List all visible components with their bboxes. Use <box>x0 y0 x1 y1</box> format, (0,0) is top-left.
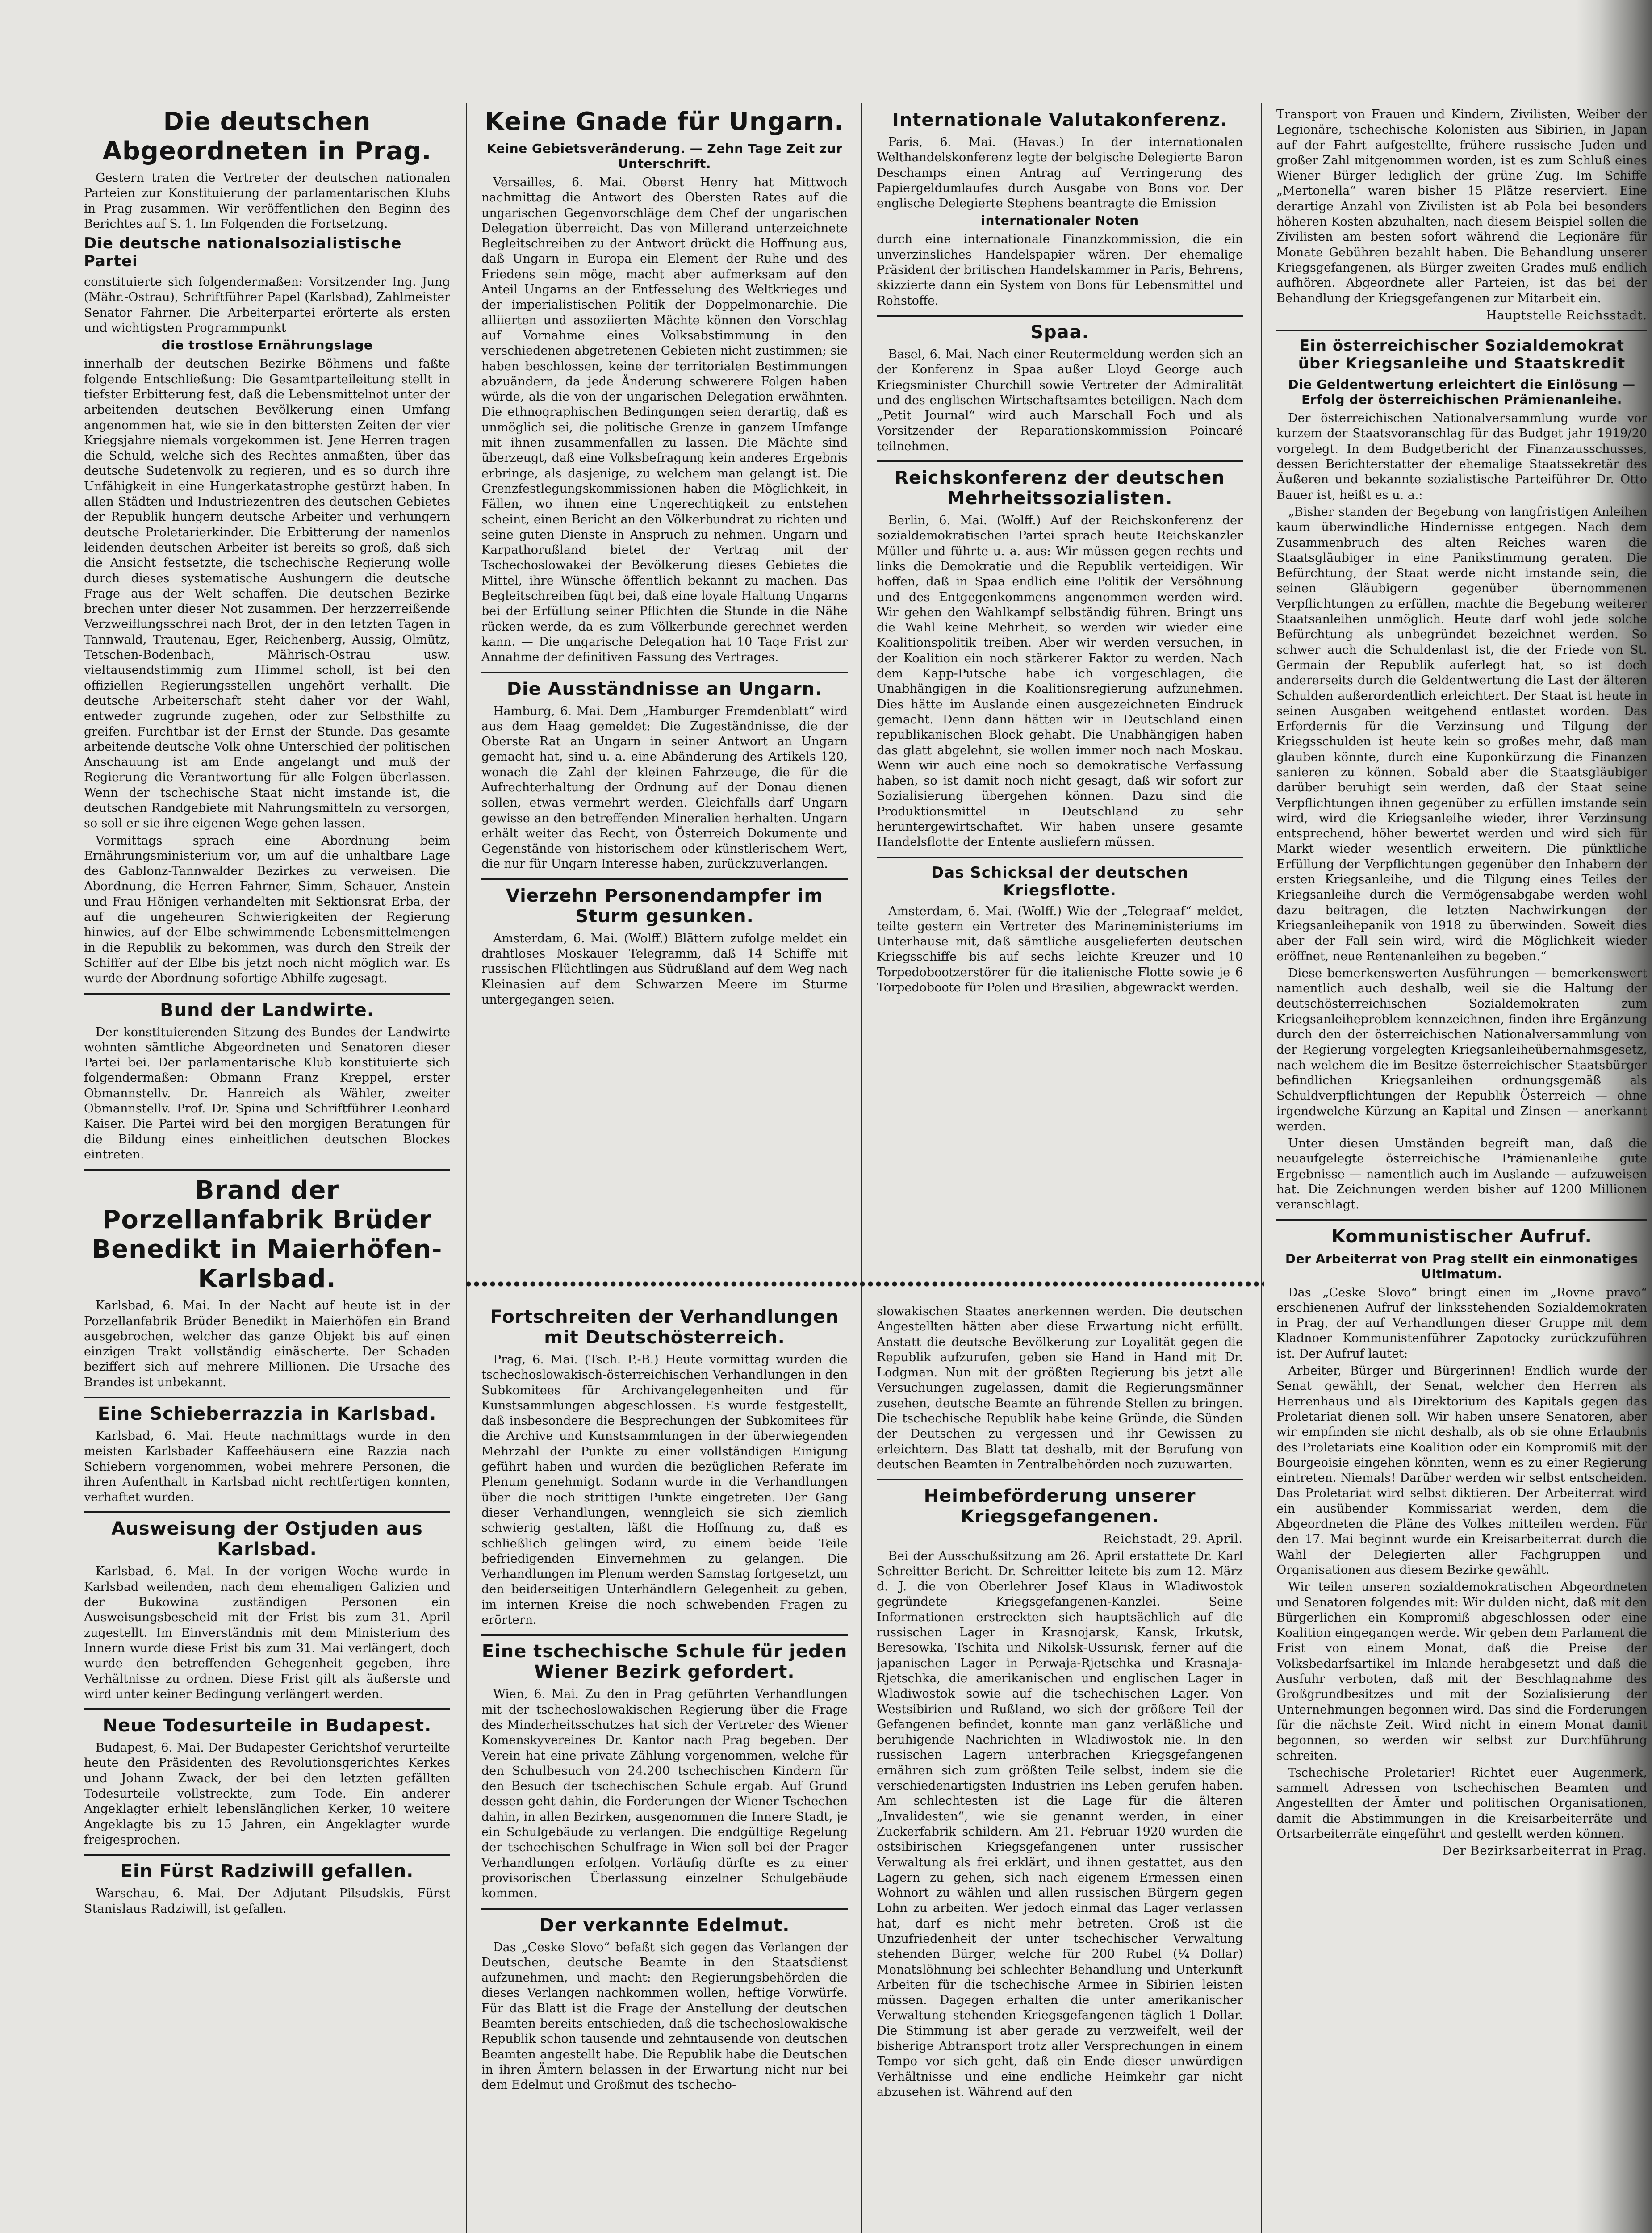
subheadline: Die deutsche nationalsozialistische Partei <box>84 234 402 271</box>
paragraph: „Bisher standen der Begebung von langfristigen Anleihen kaum überwindliche Hindernisse entgegen. Nach dem Zusammenbruch des alten Reiches waren die Staatsgläubiger in eine Panikstimmung geraten. Die Befürchtung, der Staat werde nicht imstande sein, die seinen Gläubigern gegenüber übernommenen Verpflichtungen zu erfüllen, machte die Begebung weiterer Staatsanleihen unmöglich. Heute darf wohl jede solche Befürchtung als unbegründet bezeichnet werden. So schwer auch die Schuldenlast ist, die der Friede von St. Germain der Republik auferlegt hat, so ist doch andererseits durch die Geldentwertung die Last der älteren Schulden außerordentlich erleichtert. Der Staat ist heute in seinen Ausgaben weitgehend entlastet worden. Das Erfordernis für die Verzinsung und Tilgung der Kriegsschulden ist heute kein so großes mehr, daß man glauben könnte, durch eine Kuponkürzung die Finanzen sanieren zu können. Sobald aber die Staatsgläubiger darüber beruhigt sein werden, daß der Staat seine Verpflichtungen ihnen gegenüber zu erfüllen imstande sein wird, wird die Kriegsanleihe wieder, ihrer Verzinsung entsprechend, höher bewertet werden und wird sich für Markt wieder wesentlich erweitern. Die pünktliche Erfüllung der Verpflichtungen gegenüber den Inhabern der ersten Kriegsanleihe, und die Tilgung eines Teiles der Kriegsanleihe durch die Vermögensabgabe werden wohl dazu beitragen, die letzten Nachwirkungen der Kriegsanleihepanik von 1918 zu überwinden. Soweit dies aber der Fall sein wird, wird die Möglichkeit wieder eröffnet, neue Rentenanleihen zu begeben.“ <box>1276 505 1647 963</box>
headline: Die Ausständnisse an Ungarn. <box>506 678 823 699</box>
paragraph: Wien, 6. Mai. Zu den in Prag geführten Verhandlungen mit der tschechoslowakischen Regierung über die Frage des Minderheitsschutzes hat sich der Vertreter des Wiener Komenskyvereines Dr. Kantor nach Prag begeben. Der Verein hat eine private Zählung vorgenommen, welche für den Schulbesuch von 24.200 tschechischen Kindern für den Besuch der tschechischen Schule ergab. Auf Grund dessen geht dahin, die Forderungen der Wiener Tschechen dahin, in allen Bezirken, ausgenommen die Innere Stadt, je ein Schulgebäude zu verlangen. Die endgültige Regelung der tschechischen Schulfrage in Wien soll bei der Prager Verhandlungen erfolgen. Vorläufig dürfte es zu einer provisorischen Überlassung einzelner Schulgebäude kommen. <box>481 1687 848 1901</box>
paragraph: slowakischen Staates anerkennen werden. Die deutschen Angestellten hätten aber diese Erwartung nicht erfüllt. Anstatt die deutsche Bevölkerung zur Loyalität gegen die Republik aufzurufen, geben sie Hand in Hand mit Dr. Lodgman. Nun mit der größten Regierung bis jetzt alle Versuchungen zugelassen, damit die Regierungsmänner zusehen, deutsche Beamte an führende Stellen zu bringen. Die tschechische Republik habe keine Gründe, die Sünden der Deutschen zu vergessen und ihr Gewissen zu erleichtern. Das Blatt tat deshalb, mit der Berufung von deutschen Beamten in Zentralbehörden noch zuzuwarten. <box>877 1305 1243 1472</box>
column-3 <box>877 107 1243 1271</box>
headline: Eine tschechische Schule für jeden Wiener Bezirk gefordert. <box>481 1641 848 1683</box>
headline: Fortschreiten der Verhandlungen mit Deutschösterreich. <box>490 1307 839 1348</box>
paragraph: innerhalb der deutschen Bezirke Böhmens und faßte folgende Entschließung: Die Gesamtparteileitung stellt in tiefster Erbitterung fest, daß die Lebensmittelnot unter der arbeitenden deutschen Bevölkerung einen Umfang angenommen hat, wie sie in den bittersten Zeiten der vier Kriegsjahre niemals vorgekommen ist. Jene Herren tragen die Schuld, welche sich des Rechtes anmaßten, über das deutsche Sudetenvolk zu regieren, und es so durch ihre Unfähigkeit in eine Hungerkatastrophe gestürzt haben. In allen Städten und Industriezentren des deutschen Gebietes der Republik hungern deutsche Arbeiter und verhungern deutsche Proletarierkinder. Die Erbitterung der namenlos leidenden deutschen Arbeiter ist bereits so groß, daß sich die Ansicht festsetzte, die tschechische Regierung wolle durch dieses systematische Aushungern die deutsche Frage aus der Welt schaffen. Die deutschen Bezirke brechen unter dieser Not zusammen. Der herzzerreißende Verzweiflungsschrei nach Brot, der in den letzten Tagen in Tannwald, Trautenau, Eger, Reichenberg, Aussig, Olmütz, Tetschen-Bodenbach, Mährisch-Ostrau usw. vieltausendstimmig zum Himmel scholl, ist bei den offiziellen Regierungsstellen ungehört verhallt. Die deutsche Arbeiterschaft steht daher vor der Wahl, entweder zugrunde zugehen, oder zur Selbsthilfe zu greifen. Furchtbar ist der Ernst der Stunde. Das gesamte arbeitende deutsche Volk ohne Unterschied der politischen Anschauung ist am Ende angelangt und muß der Regierung die Verantwortung für alle Folgen überlassen. Wenn der tschechische Staat nicht imstande ist, die deutschen Randgebiete mit Nahrungsmitteln zu versorgen, so soll er sie ihre eigenen Wege gehen lassen. <box>84 357 450 831</box>
divider <box>84 993 450 995</box>
headline: Vierzehn Personendampfer im Sturm gesunken. <box>506 885 824 927</box>
paragraph: Gestern traten die Vertreter der deutschen nationalen Parteien zur Konstituierung der parlamentarischen Klubs in Prag zusammen. Wir veröffentlichen den Beginn des Berichtes auf S. 1. Im Folgenden die Fortsetzung. <box>84 171 450 231</box>
headline: Reichskonferenz der deutschen Mehrheitssozialisten. <box>895 468 1225 509</box>
column-2-lower <box>481 1304 848 2233</box>
paragraph: Unter diesen Umständen begreift man, daß die neuaufgelegte österreichische Prämienanleihe gute Ergebnisse — namentlich auch im Auslande — aufzuweisen hat. Die Zeichnungen werden bisher auf 1200 Millionen veranschlagt. <box>1276 1137 1647 1212</box>
divider <box>481 878 848 880</box>
column-divider <box>861 103 862 2233</box>
paragraph: Wir teilen unseren sozialdemokratischen Abgeordneten und Senatoren folgendes mit: Wir dulden nicht, daß mit den Bürgerlichen ein Kompromiß abgeschlossen oder eine Koalition eingegangen werde. Wir geben dem Parlament die Frist von einem Monat, daß die Preise der Volksbedarfsartikel im Inlande herabgesetzt und daß die Ausfuhr verboten, daß mit der Beschlagnahme des Großgrundbesitzes und mit der Sozialisierung der Unternehmungen begonnen wird. Das sind die Forderungen für die nächste Zeit. Wird nicht in einem Monat damit begonnen, so werden wir selbst zur Durchführung schreiten. <box>1276 1580 1647 1763</box>
headline: Der verkannte Edelmut. <box>539 1915 790 1936</box>
divider <box>481 1908 848 1910</box>
paragraph: constituierte sich folgendermaßen: Vorsitzender Ing. Jung (Mähr.-Ostrau), Schriftführer Papel (Karlsbad), Zahlmeister Senator Fahrner. Die Arbeiterpartei erörterte als ersten und wichtigsten Programmpunkt <box>84 275 450 335</box>
paragraph: Versailles, 6. Mai. Oberst Henry hat Mittwoch nachmittag die Antwort des Obersten Rates auf die ungarischen Gegenvorschläge dem Chef der ungarischen Delegation überreicht. Das von Millerand unterzeichnete Begleitschreiben zu der Antwort drückt die Hoffnung aus, daß Ungarn in Europa ein Element der Ruhe und des Friedens sein möge, macht aber aufmerksam auf den Anteil Ungarns an der Entfesselung des Weltkrieges und der imperialistischen Politik der Doppelmonarchie. Die alliierten und assoziierten Mächte können den Vorschlag auf Vornahme eines Volksabstimmung in den verschiedenen abgetretenen Gebieten nicht zustimmen; sie haben beschlossen, keine der territorialen Bestimmungen abzuändern, da jede Änderung schwerere Folgen haben würde, als die von der ungarischen Delegation erwähnten. Die ethnographischen Bedingungen seien derartig, daß es unmöglich sei, die politische Grenze in ganzem Umfange mit ihnen zusammenfallen zu lassen. Die Mächte sind überzeugt, daß eine Volksbefragung kein anderes Ergebnis erbringe, als dasjenige, zu welchem man gelangt ist. Die Grenzfestlegungskommissionen haben die Möglichkeit, in Fällen, wo ihnen eine Ungerechtigkeit zu entstehen scheint, einen Bericht an den Völkerbundrat zu richten und seine guten Dienste in Anspruch zu nehmen. Ungarn und Karpathorußland bietet der Vertrag mit der Tschechoslowakei der Bevölkerung dieses Gebietes die Mittel, ihre Wünsche öffentlich bekannt zu machen. Das Begleitschreiben fügt bei, daß eine loyale Haltung Ungarns bei der Erfüllung seiner Pflichten die Stunde in die Nähe rücken werde, da es zum Völkerbunde gerechnet werden kann. — Die ungarische Delegation hat 10 Tage Frist zur Annahme der definitiven Fassung des Vertrages. <box>481 176 848 665</box>
paragraph: Budapest, 6. Mai. Der Budapester Gerichtshof verurteilte heute den Präsidenten des Revolutionsgerichtes Kerkes und Johann Zwack, der bei den letzten gefällten Todesurteile vollstreckte, zum Tode. Ein anderer Angeklagter erhielt lebenslänglichen Kerker, 10 weitere Angeklagte bis zu 15 Jahren, ein Angeklagter wurde freigesprochen. <box>84 1741 450 1847</box>
headline: Das Schicksal der deutschen Kriegsflotte. <box>931 863 1188 899</box>
headline: Kommunistischer Aufruf. <box>1331 1226 1592 1247</box>
headline: Ausweisung der Ostjuden aus Karlsbad. <box>111 1518 423 1560</box>
paragraph: Tschechische Proletarier! Richtet euer Augenmerk, sammelt Adressen von tschechischen Beamten und Angestellten der Ämter und politischen Organisationen, damit die Abstimmungen in die Kreisarbeiterräte und Ortsarbeiterräte eingeführt und gestellt werden können. <box>1276 1765 1647 1841</box>
paragraph: Amsterdam, 6. Mai. (Wolff.) Wie der „Telegraaf“ meldet, teilte gestern ein Vertreter des Marineministeriums im Unterhause mit, daß sämtliche ausgelieferten deutschen Kriegsschiffe bis auf sechs leichte Kreuzer und 10 Torpedobootzerstörer für die italienische Flotte sowie je 6 Torpedoboote für Polen und Brasilien, abgewrackt werden. <box>877 904 1243 995</box>
paragraph: Arbeiter, Bürger und Bürgerinnen! Endlich wurde der Senat gewählt, der Senat, welcher den Herren als Herrenhaus und als Direktorium des Kapitals gegen das Proletariat dienen soll. Wir haben unsere Senatoren, aber wir empfinden sie nicht deshalb, als ob sie ohne Erlaubnis des Proletariats eine Koalition oder ein Kompromiß mit der Bourgeoisie eingehen könnten, wenn es zu einer Regierung eintreten. Niemals! Darüber werden wir selbst entscheiden. Das Proletariat wird selbst diktieren. Der Arbeiterrat wird ein ausübender Kommissariat werden, dem die Abgeordneten die Pläne des Volkes mitteilen werden. Für den 17. Mai beginnt wurde ein Kreisarbeiterrat durch die Wahl der Delegierten aller Fachgruppen und Organisationen aus diesem Bezirke gewählt. <box>1276 1364 1647 1577</box>
paragraph: Basel, 6. Mai. Nach einer Reutermeldung werden sich an der Konferenz in Spaa außer Lloyd George auch Kriegsminister Churchill sowie Vertreter der Admiralität und des englischen Wirtschaftsamtes beteiligen. Nach dem „Petit Journal“ wird auch Marschall Foch und als Vorsitzender der Reparationskommission Poincaré teilnehmen. <box>877 347 1243 453</box>
divider <box>877 1479 1243 1480</box>
divider <box>877 315 1243 317</box>
paragraph: Karlsbad, 6. Mai. Heute nachmittags wurde in den meisten Karlsbader Kaffeehäusern eine Razzia nach Schiebern vorgenommen, wobei mehrere Personen, die ihren Aufenthalt in Karlsbad nicht rechtfertigen konnten, verhaftet wurden. <box>84 1429 450 1505</box>
divider <box>1276 330 1647 331</box>
headline: Heimbeförderung unserer Kriegsgefangenen. <box>924 1486 1196 1527</box>
divider <box>84 1708 450 1710</box>
divider <box>84 1511 450 1513</box>
column-divider <box>1261 103 1262 2233</box>
paragraph: Paris, 6. Mai. (Havas.) In der internationalen Welthandelskonferenz legte der belgische Delegierte Baron Deschamps einen Antrag auf Verringerung des Papiergeldumlaufes durch Ausgabe von Bons vor. Der englische Delegierte Stephens beantragte die Emission <box>877 135 1243 211</box>
dateline: Reichstadt, 29. April. <box>1103 1532 1243 1546</box>
divider <box>877 460 1243 462</box>
paragraph: Karlsbad, 6. Mai. In der vorigen Woche wurde in Karlsbad weilenden, nach dem ehemaligen Galizien und der Bukowina zuständigen Personen ein Ausweisungsbescheid mit der Frist bis zum 31. April zugestellt. Im Einverständnis mit dem Ministerium des Innern wurde diese Frist bis zum 31. Mai verlängert, doch wurde den betreffenden Gehegenheit gegeben, ihre Verhältnisse zu ordnen. Diese Frist gilt als äußerste und wird unter keiner Bedingung verlängert werden. <box>84 1564 450 1701</box>
paragraph: Transport von Frauen und Kindern, Zivilisten, Weiber der Legionäre, tschechische Kolonisten aus Sibirien, in Japan auf der Fahrt aufgestellte, frühere russische Juden und großer Zahl mitgenommen worden, ist es zum Schluß eines Wiener Bürger lediglich der grüne Zug. Im Schiffe „Mertonella“ waren bisher 15 Plätze reserviert. Eine derartige Anzahl von Zivilisten ist ab Pola bei besonders höheren Kosten abzuhalten, nach diesem Beispiel sollen die Zivilisten am besten sofort während die Legionäre für Monate Gebühren bezahlt haben. Die Behandlung unserer Kriegsgefangenen, als Bürger zweiten Grades muß endlich aufhören. Abgeordnete aller Parteien, ist das bei der Behandlung der Kriegsgefangenen zur Mitarbeit ein. <box>1276 108 1647 305</box>
paragraph: Bei der Ausschußsitzung am 26. April erstattete Dr. Karl Schreitter Bericht. Dr. Schreitter leitete bis zum 12. März d. J. die von Oberlehrer Josef Klaus in Wladiwostok gegründete Kriegsgefangenen-Kanzlei. Seine Informationen erstreckten sich hauptsächlich auf die russischen Lager in Krasnojarsk, Kansk, Irkutsk, Beresowka, Tschita und Nikolsk-Ussurisk, ferner auf die japanischen Lager in Perwaja-Rjetschka und Krasnaja-Rjetschka, die amerikanischen und englischen Lager in Wladiwostok sowie auf die tschechischen Lager. Von Westsibirien und Rußland, wo sich der größere Teil der Gefangenen befindet, konnte man ganz verläßliche und beruhigende Nachrichten in Wladiwostok nie. In den russischen Lagern unterbrachen Kriegsgefangenen ernähren sich zum größten Teile selbst, indem sie die verschiedenartigsten Industrien ins Leben gerufen haben. Am schlechtesten ist die Lage für die älteren „Invalidesten“, wie sie genannt werden, in einer Zuckerfabrik schildern. Am 21. Februar 1920 wurden die ostsibirischen Kriegsgefangenen unter russischer Verwaltung als frei erklärt, und ihnen gestattet, aus den Lagern zu gehen, sich nach eigenem Ermessen einen Wohnort zu wählen und allen russischen Bürgern gegen Lohn zu arbeiten. Wer jedoch einmal das Lager verlassen hat, darf es nicht mehr betreten. Groß ist die Unzufriedenheit der unter tschechischer Verwaltung stehenden Bürger, welche für 200 Rubel (¼ Dollar) Monatslöhnung bei schlechter Behandlung und Unterkunft Arbeiten für die tschechische Armee in Sibirien leisten müssen. Dagegen erhalten die unter amerikanischer Verwaltung stehenden Kriegsgefangenen täglich 1 Dollar. Die Stimmung ist aber gerade zu verzweifelt, weil der bisherige Abtransport trotz aller Versprechungen in einem Tempo vor sich geht, daß ein Ende dieser unwürdigen Verhältnisse und eine endliche Heimkehr gar nicht abzusehen ist. Während auf den <box>877 1549 1243 2099</box>
headline: Bund der Landwirte. <box>160 999 374 1020</box>
column-divider <box>466 103 467 2233</box>
headline: Ein Fürst Radziwill gefallen. <box>120 1861 414 1882</box>
headline: Die deutschen Abgeordneten in Prag. <box>102 107 432 166</box>
signature: Hauptstelle Reichsstadt. <box>1486 308 1647 322</box>
paragraph: Warschau, 6. Mai. Der Adjutant Pilsudskis, Fürst Stanislaus Radziwill, ist gefallen. <box>84 1886 450 1916</box>
paragraph: Vormittags sprach eine Abordnung beim Ernährungsministerium vor, um auf die unhaltbare Lage des Gablonz-Tannwalder Bezirkes zu verweisen. Die Abordnung, die Herren Fahrner, Simm, Schauer, Anstein und Frau Hönigen verhandelten mit Sektionsrat Erba, der auf die ungeheuren Schwierigkeiten der Regierung hinwies, auf der Elbe schwimmende Lebensmittelmengen in die Republik zu bekommen, was durch den Streik der Schiffer auf der Elbe bis jetzt noch nicht möglich war. Es wurde der Abordnung sofortige Abhilfe zugesagt. <box>84 833 450 986</box>
paragraph: Das „Ceske Slovo“ bringt einen im „Rovne pravo“ erschienenen Aufruf der linksstehenden Sozialdemokraten in Prag, der auf Verhandlungen dieser Gruppe mit dem Kladnoer Kommunistenführer Zapotocky zurückzuführen ist. Der Aufruf lautet: <box>1276 1285 1647 1361</box>
paragraph: Das „Ceske Slovo“ befaßt sich gegen das Verlangen der Deutschen, deutsche Beamte in den Staatsdienst aufzunehmen, und macht: den Regierungsbehörden die dieses Verlangen nachkommen wollen, heftige Vorwürfe. Für das Blatt ist die Frage der Anstellung der deutschen Beamten bereits entschieden, daß die tschechoslowakische Republik schon tausende und zehntausende von deutschen Beamten angestellt habe. Die Republik habe die Deutschen in ihren Ämtern belassen in der Erwartung nicht nur bei dem Edelmut und Großmut des tschecho- <box>481 1940 848 2092</box>
subheadline: Der Arbeiterrat von Prag stellt ein einmonatiges Ultimatum. <box>1285 1251 1639 1281</box>
headline: Spaa. <box>1030 322 1089 343</box>
paragraph: Berlin, 6. Mai. (Wolff.) Auf der Reichskonferenz der sozialdemokratischen Partei sprach heute Reichskanzler Müller und führte u. a. aus: Wir müssen gegen rechts und links die Demokratie und die Republik verteidigen. Wir hoffen, daß in Spaa endlich eine Politik der Versöhnung und des Entgegenkommens angenommen werden wird. Wir gehen den Wahlkampf selbständig führen. Bringt uns die Wahl keine Mehrheit, so werden wir wieder eine Koalitionspolitik treiben. Aber wir werden versuchen, in der Koalition ein noch stärkerer Faktor zu werden. Nach dem Kapp-Putsche habe ich vorgeschlagen, die Unabhängigen in die Koalitionsregierung aufzunehmen. Dies hätte im Auslande einen ausgezeichneten Eindruck gemacht. Denn dann hätten wir in Deutschland einen republikanischen Block gehabt. Die Unabhängigen haben das glatt abgelehnt, sie wollen immer noch nach Moskau. Wenn wir auch eine noch so demokratische Verfassung haben, so ist damit noch nicht gesagt, daß wir sofort zur Sozialisierung übergehen können. Dazu sind die Produktionsmittel in Deutschland zu sehr heruntergewirtschaftet. Wir haben unsere gesamte Handelsflotte der Entente ausliefern müssen. <box>877 514 1243 849</box>
paragraph: Karlsbad, 6. Mai. In der Nacht auf heute ist in der Porzellanfabrik Brüder Benedikt in Maierhöfen ein Brand ausgebrochen, welcher das ganze Objekt bis auf einen einzigen Trakt vollständig einäscherte. Der Schaden beziffert sich auf mehrere Millionen. Die Ursache des Brandes ist unbekannt. <box>84 1299 450 1389</box>
headline: Ein österreichischer Sozialdemokrat über Kriegsanleihe und Staatskredit <box>1298 337 1626 373</box>
divider <box>481 672 848 673</box>
paragraph: Der konstituierenden Sitzung des Bundes der Landwirte wohnten sämtliche Abgeordneten und Senatoren dieser Partei bei. Der parlamentarische Klub konstituierte sich folgendermaßen: Obmann Franz Kreppel, erster Obmannstellv. Dr. Hanreich als Wähler, zweiter Obmannstellv. Prof. Dr. Spina und Schriftführer Leonhard Kaiser. Die Partei wird bei den morgigen Beratungen für die Bildung eines einheitlichen deutschen Blockes eintreten. <box>84 1025 450 1162</box>
headline: Keine Gnade für Ungarn. <box>485 107 845 136</box>
column-2 <box>481 107 848 1271</box>
headline: Brand der Porzellanfabrik Brüder Benedikt in Maierhöfen-Karlsbad. <box>92 1176 443 1294</box>
subheadline: Die Geldentwertung erleichtert die Einlösung — Erfolg der österreichischen Prämienanleihe. <box>1288 377 1635 407</box>
divider <box>84 1854 450 1856</box>
paragraph: durch eine internationale Finanzkommission, die ein unverzinsliches Handelspapier wären. Der ehemalige Präsident der britischen Handelskammer in Paris, Behrens, skizzierte dann ein System von Bons für Lebensmittel und Rohstoffe. <box>877 232 1243 308</box>
divider <box>84 1397 450 1398</box>
headline: Eine Schieberrazzia in Karlsbad. <box>97 1404 437 1424</box>
divider <box>481 1634 848 1636</box>
divider <box>84 1169 450 1171</box>
dotted-section-divider <box>464 1281 1264 1287</box>
paragraph: Der österreichischen Nationalversammlung wurde vor kurzem der Staatsvoranschlag für das Budget jahr 1919/20 vorgelegt. In dem Budgetbericht der Finanzausschusses, dessen Berichterstatter der ehemalige Staatssekretär des Äußeren und bekannte sozialistische Parteiführer Dr. Otto Bauer ist, heißt es u. a.: <box>1276 411 1647 502</box>
subheadline: internationaler Noten <box>981 213 1139 228</box>
subheadline: Keine Gebietsveränderung. — Zehn Tage Zeit zur Unterschrift. <box>486 141 843 171</box>
column-1 <box>84 107 450 2233</box>
paragraph: Diese bemerkenswerten Ausführungen — bemerkenswert namentlich auch deshalb, weil sie die Haltung der deutschösterreichischen Sozialdemokraten zum Kriegsanleiheproblem kennzeichnen, finden ihre Ergänzung durch den der österreichischen Nationalversammlung von der Regierung vorgelegten Kriegsanleiheübernahmsgesetz, nach welchem die im Besitze österreichischer Staatsbürger befindlichen Kriegsanleihen ordnungsgemäß als Schuldverpflichtungen der Republik Österreich — ohne irgendwelche Kürzung an Kapital und Zinsen — anerkannt werden. <box>1276 966 1647 1133</box>
headline: Neue Todesurteile in Budapest. <box>102 1715 432 1736</box>
subheadline: die trostlose Ernährungslage <box>161 338 373 353</box>
paragraph: Hamburg, 6. Mai. Dem „Hamburger Fremdenblatt“ wird aus dem Haag gemeldet: Die Zugeständnisse, die der Oberste Rat an Ungarn in seiner Antwort an Ungarn gemacht hat, sind u. a. eine Abänderung des Artikels 120, wonach die Zahl der kleinen Fahrzeuge, die für die Aufrechterhaltung der Ordnung auf der Donau dienen sollen, etwas vermehrt werden. Gleichfalls darf Ungarn gewisse an den betreffenden Mineralien herhalten. Ungarn erhält weiter das Recht, von Österreich Dokumente und Gegenstände von historischem oder künstlerischem Wert, die nur für Ungarn Interesse haben, zurückzuverlangen. <box>481 704 848 871</box>
divider <box>877 857 1243 858</box>
headline: Internationale Valutakonferenz. <box>892 110 1228 130</box>
paragraph: Amsterdam, 6. Mai. (Wolff.) Blättern zufolge meldet ein drahtloses Moskauer Telegramm, daß 14 Schiffe mit russischen Flüchtlingen aus Südrußland auf dem Weg nach Kleinasien auf dem Schwarzen Meere im Sturme untergegangen seien. <box>481 931 848 1007</box>
column-3-lower <box>877 1304 1243 2233</box>
column-4 <box>1276 107 1647 2233</box>
signature: Der Bezirksarbeiterrat in Prag. <box>1442 1844 1647 1858</box>
paragraph: Prag, 6. Mai. (Tsch. P.-B.) Heute vormittag wurden die tschechoslowakisch-österreichischen Verhandlungen in den Subkomitees für Archivangelegenheiten und für Kunstsammlungen abgeschlossen. Es wurde festgestellt, daß insbesondere die Besprechungen der Subkomitees für die Archive und Kunstsammlungen in der überwiegenden Mehrzahl der Punkte zu einer vollständigen Einigung geführt haben und wurden die bezüglichen Referate im Plenum genehmigt. Sodann wurde in die Verhandlungen über die noch strittigen Punkte eingetreten. Der Gang dieser Verhandlungen, wenngleich sie sich ziemlich schwierig gestalten, läßt die Hoffnung zu, daß es schließlich gelingen wird, zu einem beide Teile befriedigenden Einvernehmen zu gelangen. Die Verhandlungen im Plenum werden Samstag fortgesetzt, um den beiderseitigen Unterhändlern Gelegenheit zu geben, im internen Kreise die noch schwebenden Fragen zu erörtern. <box>481 1353 848 1627</box>
divider <box>1276 1219 1647 1221</box>
